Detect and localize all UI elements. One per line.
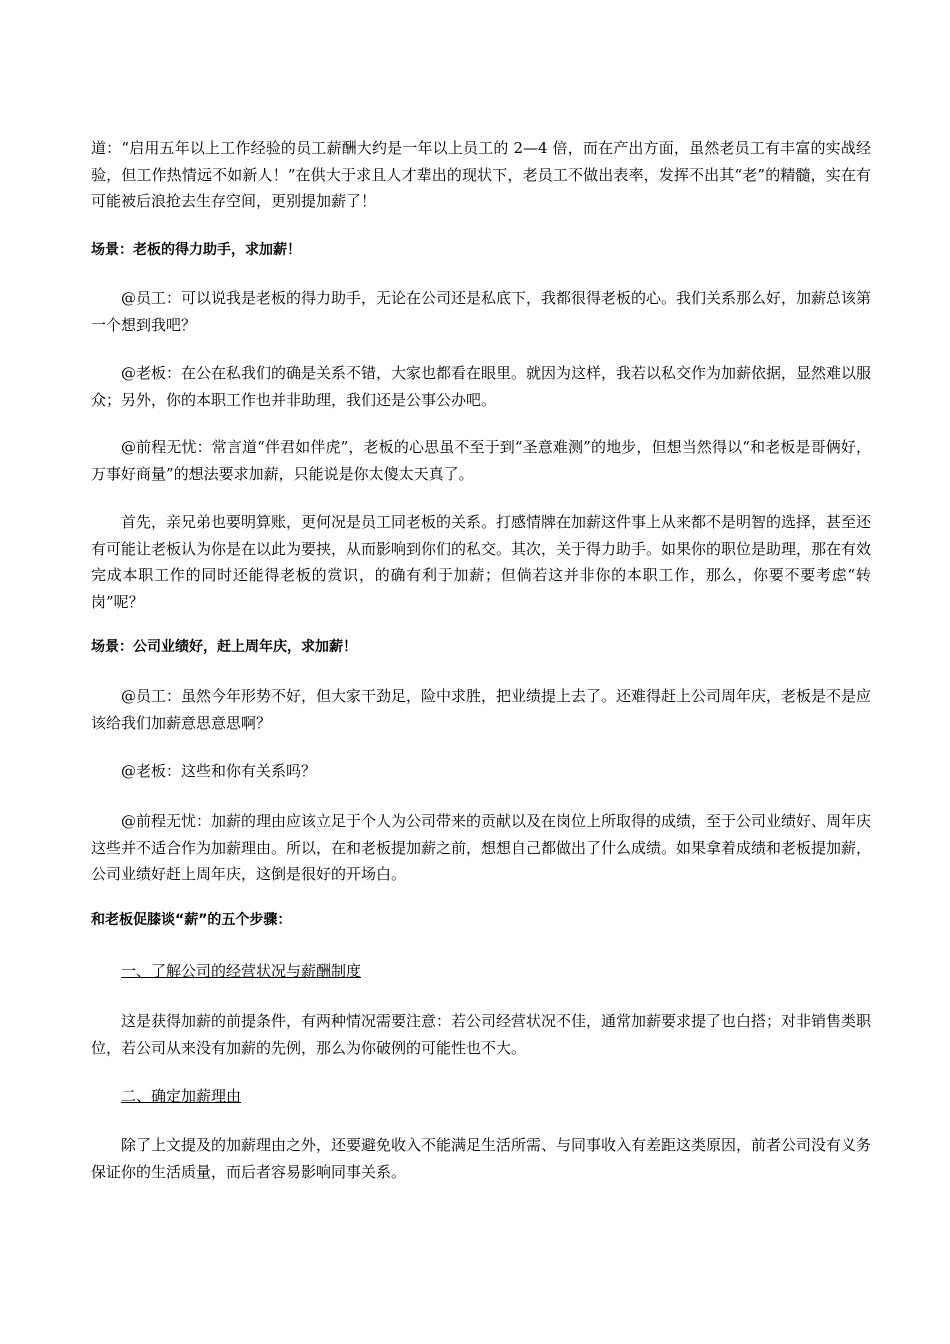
scene2-boss-paragraph: @老板：这些和你有关系吗？	[121, 762, 317, 780]
step2-heading: 二、确定加薪理由	[121, 1087, 242, 1105]
scene2-employee-paragraph: @员工：虽然今年形势不好，但大家干劲足，险中求胜，把业绩提上去了。还难得赶上公司周年庆，老板是不是应该给我们加薪意思意思啊？	[91, 687, 872, 732]
scene1-heading: 场景：老板的得力助手，求加薪！	[91, 242, 301, 258]
scene2-advisor-paragraph: @前程无忧：加薪的理由应该立足于个人为公司带来的贡献以及在岗位上所取得的成绩，至于公司业绩好、周年庆这些并不适合作为加薪理由。所以，在和老板提加薪之前，想想自己都做出了什么成绩。如果拿着成绩和老板提加薪，公司业绩好赶上周年庆，这倒是很好的开场白。	[91, 812, 872, 883]
scene2-heading: 场景：公司业绩好，赶上周年庆，求加薪！	[91, 639, 357, 655]
scene1-advisor-paragraph: @前程无忧：常言道“伴君如伴虎”，老板的心思虽不至于到“圣意难测”的地步，但想当然得以“和老板是哥俩好，万事好商量”的想法要求加薪，只能说是你太傻太天真了。	[91, 438, 871, 483]
steps-heading: 和老板促膝谈“薪”的五个步骤：	[91, 912, 292, 928]
intro-paragraph: 道：“启用五年以上工作经验的员工薪酬大约是一年以上员工的 2—4 倍，而在产出方面，虽然老员工有丰富的实战经验，但工作热情远不如新人！”在供大于求且人才辈出的现状下，老员工不做出表率，发挥不出其“老”的精髓，实在有可能被后浪抢去生存空间，更别提加薪了！	[91, 139, 871, 210]
step2-paragraph: 除了上文提及的加薪理由之外，还要避免收入不能满足生活所需、与同事收入有差距这类原因，前者公司没有义务保证你的生活质量，而后者容易影响同事关系。	[91, 1136, 872, 1181]
step1-paragraph: 这是获得加薪的前提条件，有两种情况需要注意：若公司经营状况不佳，通常加薪要求提了也白搭；对非销售类职位，若公司从来没有加薪的先例，那么为你破例的可能性也不大。	[91, 1012, 872, 1057]
scene1-analysis-paragraph: 首先，亲兄弟也要明算账，更何况是员工同老板的关系。打感情牌在加薪这件事上从来都不是明智的选择，甚至还有可能让老板认为你是在以此为要挟，从而影响到你们的私交。其次，关于得力助手。如果你的职位是助理，那在有效完成本职工作的同时还能得老板的赏识，的确有利于加薪；但倘若这并非你的本职工作，那么，你要不要考虑“转岗”呢？	[91, 513, 872, 611]
scene1-employee-paragraph: @员工：可以说我是老板的得力助手，无论在公司还是私底下，我都很得老板的心。我们关系那么好，加薪总该第一个想到我吧？	[91, 289, 872, 334]
scene1-boss-paragraph: @老板：在公在私我们的确是关系不错，大家也都看在眼里。就因为这样，我若以私交作为加薪依据，显然难以服众；另外，你的本职工作也并非助理，我们还是公事公办吧。	[91, 364, 872, 409]
step1-heading: 一、了解公司的经营状况与薪酬制度	[121, 962, 362, 980]
